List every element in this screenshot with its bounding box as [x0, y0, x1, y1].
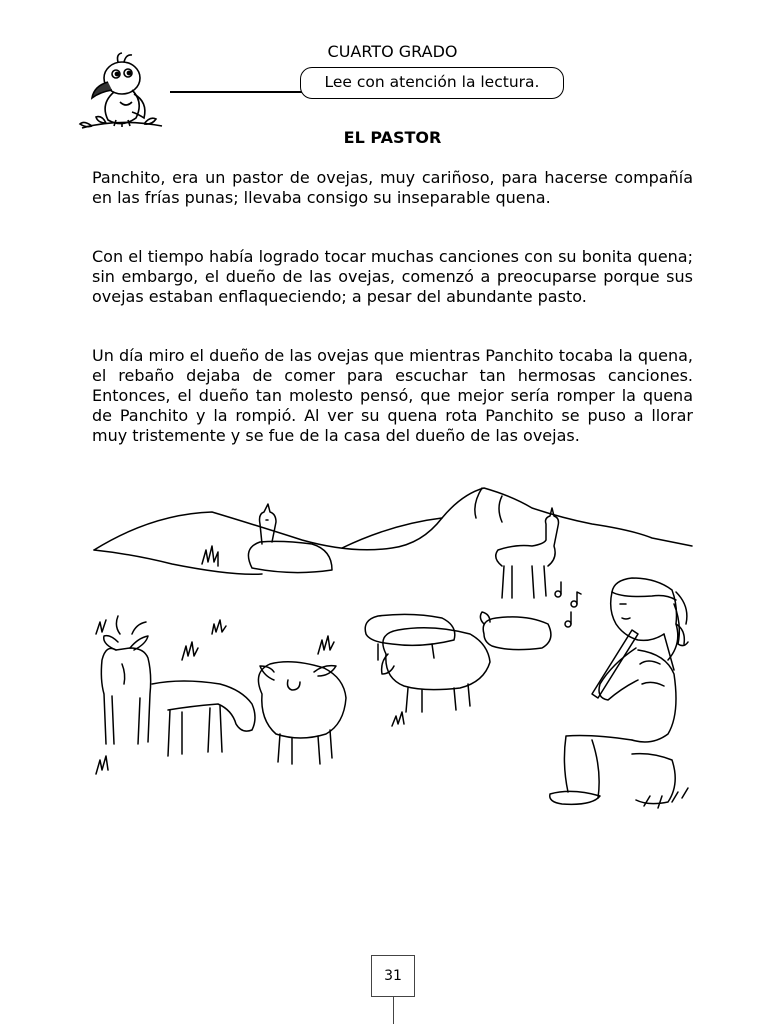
sheep-grazing-icon: [382, 628, 490, 712]
shepherd-scene-illustration: [92, 484, 694, 820]
grazing-goat-icon: [152, 681, 255, 756]
music-notes-icon: [555, 582, 581, 627]
hills-outline: [94, 488, 692, 550]
sheep-back-icon: [365, 614, 455, 660]
story-title: EL PASTOR: [343, 128, 442, 147]
page-number-divider: [393, 997, 394, 1024]
speech-bubble: Lee con atención la lectura.: [300, 67, 564, 99]
standing-llama-icon: [496, 508, 559, 598]
bubble-pointer-line: [170, 91, 302, 93]
page-number: 31: [371, 955, 415, 997]
resting-llama-icon: [248, 504, 332, 573]
story-paragraph-1: Panchito, era un pastor de ovejas, muy cariñoso, para hacerse compañía en las frías punas; llevaba consigo su inseparable quena.: [92, 168, 693, 207]
sheep-front-icon: [258, 662, 346, 764]
story-paragraph-3: Un día miro el dueño de las ovejas que mientras Panchito tocaba la quena, el rebaño dejaba de comer para escuchar tan hermosas canciones. Entonces, el dueño tan molesto pensó, que mejor sería romper la quena de Panchito y la rompió. Al ver su quena rota Panchito se puso a llorar muy tristemente y se fue de la casa del dueño de las ovejas.: [92, 346, 693, 445]
grade-heading: CUARTO GRADO: [327, 42, 458, 61]
story-paragraph-2: Con el tiempo había logrado tocar muchas canciones con su bonita quena; sin embargo, el dueño de las ovejas, comenzó a preocuparse porque sus ovejas estaban enflaqueciendo; a pesar del abundante pasto.: [92, 247, 693, 306]
goat-icon: [101, 616, 150, 744]
resting-sheep-icon: [480, 612, 551, 650]
bird-mascot-icon: [78, 52, 166, 136]
